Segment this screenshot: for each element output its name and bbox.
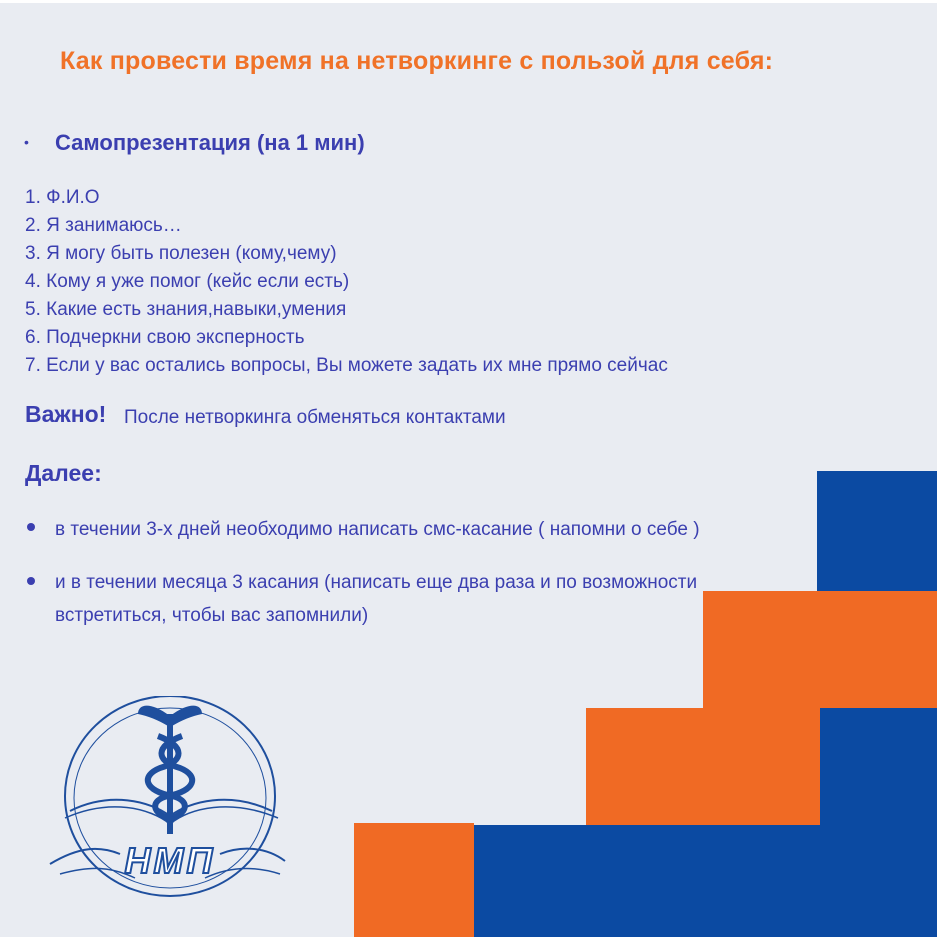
important-text: После нетворкинга обменяться контактами	[124, 407, 506, 428]
list-item: и в течении месяца 3 касания (написать еще два раза и по возможности	[55, 572, 698, 593]
list-item: 2. Я занимаюсь…	[25, 215, 182, 236]
list-item: 6. Подчеркни свою эксперность	[25, 327, 305, 348]
bullet-icon	[27, 577, 35, 585]
important-label: Важно!	[25, 401, 107, 427]
bullet-icon	[27, 523, 35, 531]
list-item: 4. Кому я уже помог (кейс если есть)	[25, 271, 350, 292]
decor-block-blue-top	[817, 471, 937, 591]
decor-block-orange-middle	[586, 708, 820, 825]
logo-lettering: НМП	[124, 840, 216, 881]
decor-block-orange-upper	[703, 591, 937, 708]
page-title: Как провести время на нетворкинге с пользой для себя:	[60, 47, 774, 75]
slide	[0, 3, 937, 937]
bullet-icon: •	[24, 134, 29, 150]
caduceus-emblem-logo	[40, 696, 290, 911]
decor-block-orange-bottom	[354, 823, 474, 937]
list-item: 1. Ф.И.О	[25, 187, 100, 208]
next-steps-heading: Далее:	[25, 460, 102, 486]
decor-block-blue-bottom	[474, 825, 937, 937]
list-item-continuation: встретиться, чтобы вас запомнили)	[55, 605, 369, 626]
list-item: 5. Какие есть знания,навыки,умения	[25, 299, 347, 320]
list-item: 3. Я могу быть полезен (кому,чему)	[25, 243, 337, 264]
decor-block-blue-middle	[820, 708, 937, 825]
list-item: 7. Если у вас остались вопросы, Вы можете задать их мне прямо сейчас	[25, 355, 668, 376]
list-item: в течении 3-х дней необходимо написать смс-касание ( напомни о себе )	[55, 519, 700, 540]
section-heading-self-presentation: Самопрезентация (на 1 мин)	[55, 130, 365, 155]
steps-list	[25, 184, 668, 380]
